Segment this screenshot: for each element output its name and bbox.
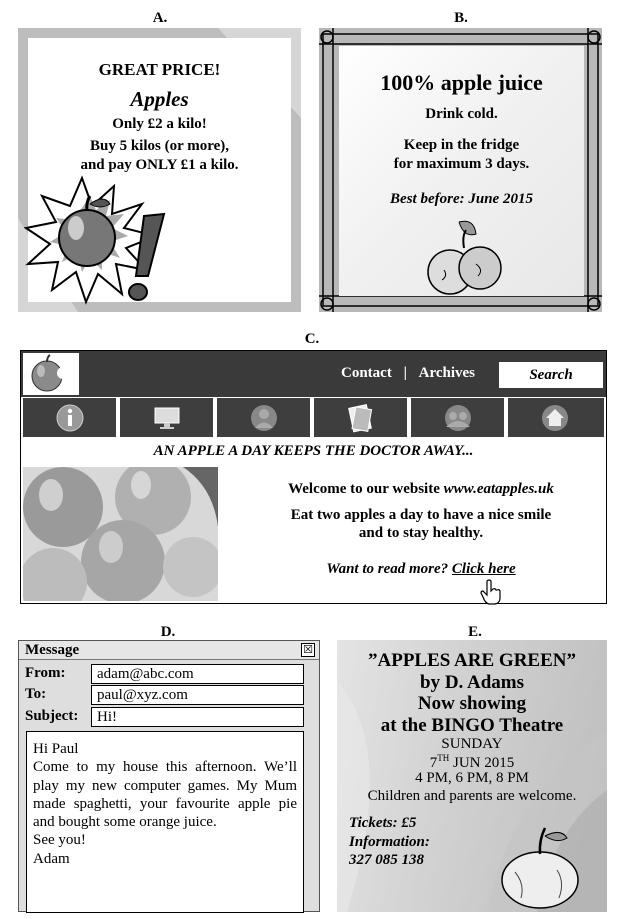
play-title: ”APPLES ARE GREEN” xyxy=(368,650,576,671)
nav-group-button[interactable] xyxy=(411,398,504,437)
now-showing: Now showing xyxy=(417,693,527,714)
panel-label-c: C. xyxy=(304,331,320,347)
subject-label: Subject: xyxy=(25,708,79,724)
from-field[interactable]: adam@abc.com xyxy=(91,664,304,684)
website-header-bar xyxy=(21,351,606,397)
apple-logo-icon[interactable] xyxy=(23,353,79,395)
information-label: Information: xyxy=(349,834,430,850)
panel-label-b: B. xyxy=(454,10,468,26)
eat-line-2: and to stay healthy. xyxy=(358,525,484,541)
body-text: Come to my house this afternoon. We’ll play my new computer games. My Mum made spaghetti, your favourite apple pie and bought some orange juice. xyxy=(33,759,297,831)
slogan: AN APPLE A DAY KEEPS THE DOCTOR AWAY... xyxy=(153,443,474,459)
money-icon xyxy=(346,403,376,433)
offer-line-2: and pay ONLY £1 a kilo. xyxy=(80,157,239,173)
nav-separator: | xyxy=(403,365,407,381)
apple-illustration-icon xyxy=(495,822,585,910)
from-label: From: xyxy=(25,665,66,681)
greeting: Hi Paul xyxy=(33,741,79,757)
day: SUNDAY xyxy=(441,736,503,752)
fridge-line-2: for maximum 3 days. xyxy=(393,156,530,172)
close-icon[interactable]: ☒ xyxy=(301,643,315,657)
click-here-link[interactable]: Click here xyxy=(451,561,516,577)
fridge-line-1: Keep in the fridge xyxy=(403,137,520,153)
home-icon xyxy=(540,403,570,433)
to-label: To: xyxy=(25,686,47,702)
apples-photo xyxy=(23,467,218,601)
closing: See you! xyxy=(33,832,86,849)
read-more-line xyxy=(241,561,601,578)
panel-b-juice-label xyxy=(319,28,602,312)
venue: at the BINGO Theatre xyxy=(380,715,564,736)
to-field[interactable]: paul@xyz.com xyxy=(91,685,304,705)
panel-e-theatre-poster xyxy=(337,640,607,912)
message-title-bar xyxy=(19,641,319,660)
group-icon xyxy=(443,403,473,433)
panel-label-e: E. xyxy=(468,624,482,640)
window-title: Message xyxy=(25,642,80,658)
welcome-text: Welcome to our website xyxy=(288,481,440,497)
play-author: by D. Adams xyxy=(420,672,524,693)
offer-line-1: Buy 5 kilos (or more), xyxy=(89,138,230,154)
panel-label-d: D. xyxy=(160,624,176,640)
icon-navigation-bar xyxy=(21,398,606,437)
welcome-line xyxy=(241,481,601,498)
signature: Adam xyxy=(33,850,70,867)
archives-link[interactable]: Archives xyxy=(418,365,476,381)
panel-c-website xyxy=(20,350,607,604)
welcome-note: Children and parents are welcome. xyxy=(367,788,577,804)
hand-pointer-icon xyxy=(479,579,503,605)
panel-d-email-window xyxy=(18,640,320,912)
nav-info-button[interactable] xyxy=(23,398,116,437)
date: 7TH JUN 2015 xyxy=(429,753,515,771)
phone-number: 327 085 138 xyxy=(349,852,424,868)
showtimes: 4 PM, 6 PM, 8 PM xyxy=(415,770,529,786)
monitor-icon xyxy=(152,403,182,433)
product-name: Apples xyxy=(130,87,189,111)
eat-line-1: Eat two apples a day to have a nice smile xyxy=(290,507,552,523)
subject-field[interactable]: Hi! xyxy=(91,707,304,727)
user-icon xyxy=(249,403,279,433)
message-body[interactable] xyxy=(26,731,304,913)
tickets-price: Tickets: £5 xyxy=(349,815,417,831)
search-box[interactable]: Search xyxy=(499,362,603,388)
best-before: Best before: June 2015 xyxy=(390,191,533,207)
apple-starburst-icon xyxy=(24,166,194,306)
nav-computer-button[interactable] xyxy=(120,398,213,437)
price-line: Only £2 a kilo! xyxy=(112,116,207,132)
apples-illustration-icon xyxy=(414,218,514,296)
read-more-text: Want to read more? xyxy=(326,561,449,577)
contact-link[interactable]: Contact xyxy=(341,365,392,381)
panel-label-a: A. xyxy=(152,10,168,26)
nav-home-button[interactable] xyxy=(508,398,604,437)
panel-a-price-ad xyxy=(18,28,301,312)
headline: GREAT PRICE! xyxy=(98,60,221,79)
drink-cold-line: Drink cold. xyxy=(425,106,498,122)
nav-user-button[interactable] xyxy=(217,398,310,437)
info-icon xyxy=(55,403,85,433)
website-address[interactable]: www.eatapples.uk xyxy=(443,481,554,497)
nav-money-button[interactable] xyxy=(314,398,407,437)
juice-title: 100% apple juice xyxy=(380,70,543,95)
